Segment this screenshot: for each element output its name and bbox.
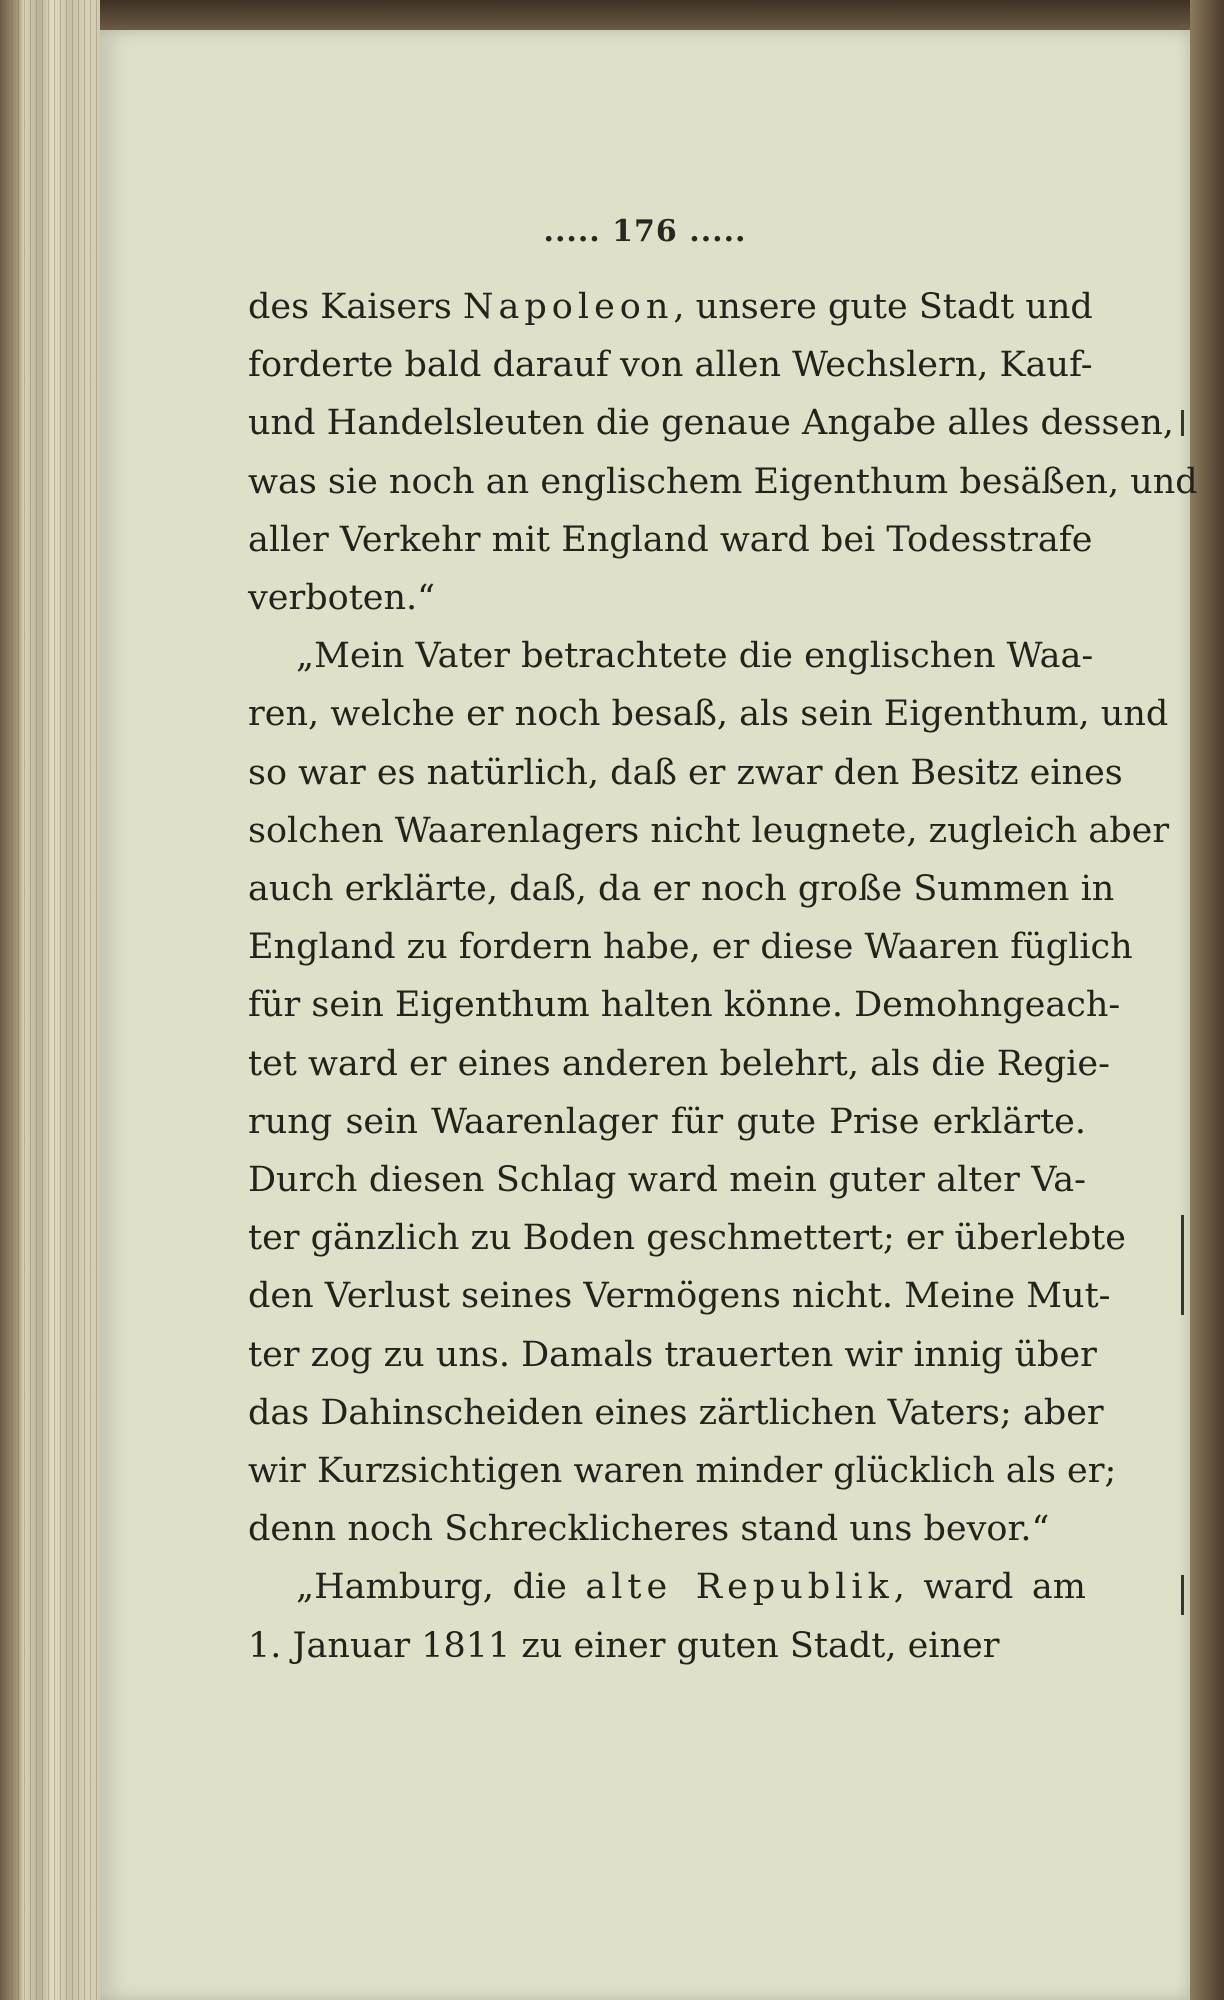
text-segment: tet ward er eines anderen belehrt, als die Regie-	[248, 1043, 1110, 1084]
text-segment: solchen Waarenlagers nicht leugnete, zugleich aber	[248, 810, 1170, 851]
text-line	[248, 1326, 1097, 1384]
text-line	[248, 627, 1094, 685]
text-line	[248, 860, 1115, 918]
text-segment: alte Republik	[585, 1567, 894, 1608]
text-segment: ter gänzlich zu Boden geschmettert; er überlebte	[248, 1218, 1126, 1259]
text-segment: das Dahinscheiden eines zärtlichen Vaters; aber	[248, 1392, 1104, 1433]
page-number: ..... 176 .....	[543, 214, 747, 249]
text-line	[248, 1617, 1086, 1675]
text-segment: 1. Januar 1811 zu einer guten Stadt, einer	[248, 1625, 1000, 1666]
text-segment: Napoleon	[462, 287, 674, 327]
margin-mark	[1181, 1215, 1184, 1315]
text-line	[248, 1151, 1086, 1209]
text-line	[248, 453, 1198, 511]
text-line	[248, 336, 1093, 394]
text-line	[248, 744, 1123, 802]
page-edge-lines	[12, 0, 102, 2000]
text-segment: ren, welche er noch besaß, als sein Eigenthum, und	[248, 694, 1169, 735]
book-spine-right	[1190, 0, 1224, 2000]
margin-mark	[1181, 1575, 1184, 1615]
text-line	[248, 278, 1093, 336]
text-segment: „Mein Vater betrachtete die englischen Waa-	[296, 636, 1094, 677]
text-segment: forderte bald darauf von allen Wechslern, Kauf-	[248, 345, 1093, 386]
text-line	[248, 1384, 1104, 1442]
text-line	[248, 1558, 1086, 1616]
text-segment: denn noch Schrecklicheres stand uns bevor.“	[248, 1509, 1050, 1550]
text-line	[248, 976, 1121, 1034]
text-line	[248, 1442, 1117, 1500]
text-segment: England zu fordern habe, er diese Waaren füglich	[248, 927, 1133, 968]
body-text	[248, 278, 1198, 1675]
text-segment: und Handelsleuten die genaue Angabe alles dessen,	[248, 403, 1174, 444]
text-segment: so war es natürlich, daß er zwar den Besitz eines	[248, 752, 1123, 793]
text-segment: „Hamburg, die	[296, 1567, 586, 1608]
text-segment: auch erklärte, daß, da er noch große Summen in	[248, 869, 1115, 910]
text-line	[248, 802, 1170, 860]
text-segment: , ward am	[893, 1567, 1086, 1608]
text-segment: für sein Eigenthum halten könne. Demohngeach-	[248, 985, 1121, 1026]
text-segment: aller Verkehr mit England ward bei Todesstrafe	[248, 519, 1093, 560]
text-line	[248, 1500, 1086, 1558]
text-line	[248, 1035, 1110, 1093]
text-line	[248, 685, 1169, 743]
text-line	[248, 569, 1086, 627]
text-segment: den Verlust seines Vermögens nicht. Meine Mut-	[248, 1276, 1111, 1317]
text-segment: Durch diesen Schlag ward mein guter alter Va-	[248, 1160, 1086, 1201]
text-segment: , unsere gute Stadt und	[673, 287, 1093, 327]
text-line	[248, 1093, 1086, 1151]
scan-top-band	[0, 0, 1224, 30]
text-segment: verboten.“	[248, 578, 436, 619]
text-segment: des Kaisers	[248, 287, 463, 327]
text-line	[248, 1267, 1111, 1325]
text-segment: ter zog zu uns. Damals trauerten wir innig über	[248, 1334, 1097, 1375]
text-line	[248, 1209, 1126, 1267]
text-segment: was sie noch an englischem Eigenthum besäßen, und	[248, 461, 1198, 502]
margin-mark	[1181, 410, 1184, 436]
text-segment: rung sein Waarenlager für gute Prise erklärte.	[248, 1101, 1086, 1142]
text-segment: wir Kurzsichtigen waren minder glücklich als er;	[248, 1451, 1117, 1492]
text-line	[248, 511, 1093, 569]
text-line	[248, 394, 1174, 452]
text-line	[248, 918, 1133, 976]
